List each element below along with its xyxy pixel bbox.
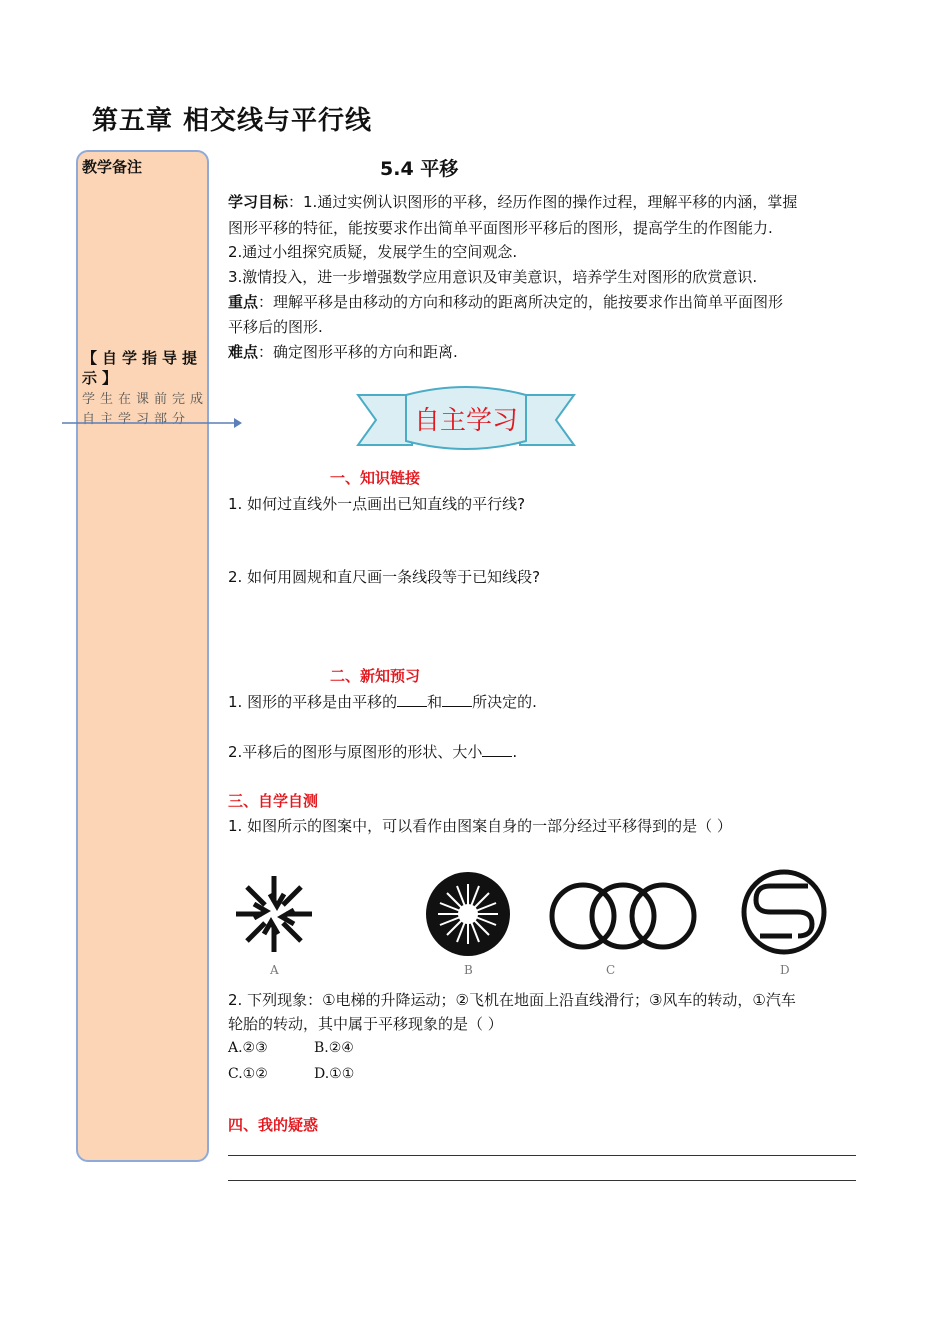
- rings-figure-c: [552, 885, 694, 947]
- figure-label-d: D: [780, 963, 790, 977]
- objectives-line-4: 3.激情投入，进一步增强数学应用意识及审美意识，培养学生对图形的欣赏意识.: [228, 268, 758, 286]
- objectives-line-3: 2.通过小组探究质疑，发展学生的空间观念.: [228, 243, 518, 261]
- part1-question-1: 1. 如何过直线外一点画出已知直线的平行线?: [228, 495, 526, 513]
- key-point-line-1: 重点：理解平移是由移动的方向和移动的距离所决定的，能按要求作出简单平面图形: [228, 293, 784, 311]
- sidebar-hint-title: 【自学指导提示】: [82, 349, 203, 387]
- sun-figure-b: [426, 872, 510, 956]
- option-b: B.②④: [314, 1040, 354, 1056]
- fill-blank[interactable]: [482, 742, 512, 757]
- objectives-line-2: 图形平移的特征，能按要求作出简单平面图形平移后的图形，提高学生的作图能力.: [228, 219, 773, 237]
- part4-title: 四、我的疑惑: [228, 1116, 319, 1134]
- key-point-label: 重点: [228, 293, 259, 311]
- part2-question-1: 1. 图形的平移是由平移的 和 所决定的.: [228, 693, 537, 711]
- difficulty-label: 难点: [228, 343, 259, 361]
- starburst-figure-a: [236, 876, 312, 952]
- part1-question-2: 2. 如何用圆规和直尺画一条线段等于已知线段?: [228, 568, 541, 586]
- figure-label-c: C: [606, 963, 616, 977]
- part2-title: 二、新知预习: [330, 667, 421, 685]
- sidebar-hint-text: 学生在课前完成自主学习部分: [82, 392, 209, 427]
- fill-blank[interactable]: [442, 692, 472, 707]
- answer-line[interactable]: [228, 1180, 856, 1181]
- option-a: A.②③: [228, 1040, 268, 1056]
- pattern-figures: [230, 862, 870, 980]
- objectives-label: 学习目标: [228, 193, 289, 211]
- self-study-banner: [356, 383, 576, 455]
- chapter-title: 第五章 相交线与平行线: [92, 106, 373, 136]
- arrow-right-icon: [62, 416, 242, 430]
- part3-question-2-line-2: 轮胎的转动，其中属于平移现象的是（ ）: [228, 1015, 503, 1033]
- part3-question-2-line-1: 2. 下列现象：①电梯的升降运动；②飞机在地面上沿直线滑行；③风车的转动，①汽车: [228, 991, 796, 1009]
- banner-text: 自主学习: [413, 406, 519, 436]
- option-c: C.①②: [228, 1066, 268, 1082]
- sidebar-title: 教学备注: [82, 158, 143, 176]
- figure-label-b: B: [464, 963, 473, 977]
- option-d: D.①①: [314, 1066, 355, 1082]
- section-title: 5.4 平移: [380, 158, 459, 180]
- part3-title: 三、自学自测: [228, 792, 319, 810]
- part2-question-2: 2.平移后的图形与原图形的形状、大小 .: [228, 743, 518, 761]
- part1-title: 一、知识链接: [330, 469, 421, 487]
- part3-question-1: 1. 如图所示的图案中，可以看作由图案自身的一部分经过平移得到的是（ ）: [228, 817, 732, 835]
- fill-blank[interactable]: [397, 692, 427, 707]
- teaching-notes-sidebar: [76, 150, 209, 1162]
- figure-label-a: A: [270, 963, 279, 977]
- answer-line[interactable]: [228, 1155, 856, 1156]
- s-logo-figure-d: [744, 872, 824, 952]
- difficulty-line: 难点：确定图形平移的方向和距离.: [228, 343, 458, 361]
- objectives-line-1: 学习目标：1.通过实例认识图形的平移，经历作图的操作过程，理解平移的内涵，掌握: [228, 193, 798, 211]
- key-point-line-2: 平移后的图形.: [228, 318, 323, 336]
